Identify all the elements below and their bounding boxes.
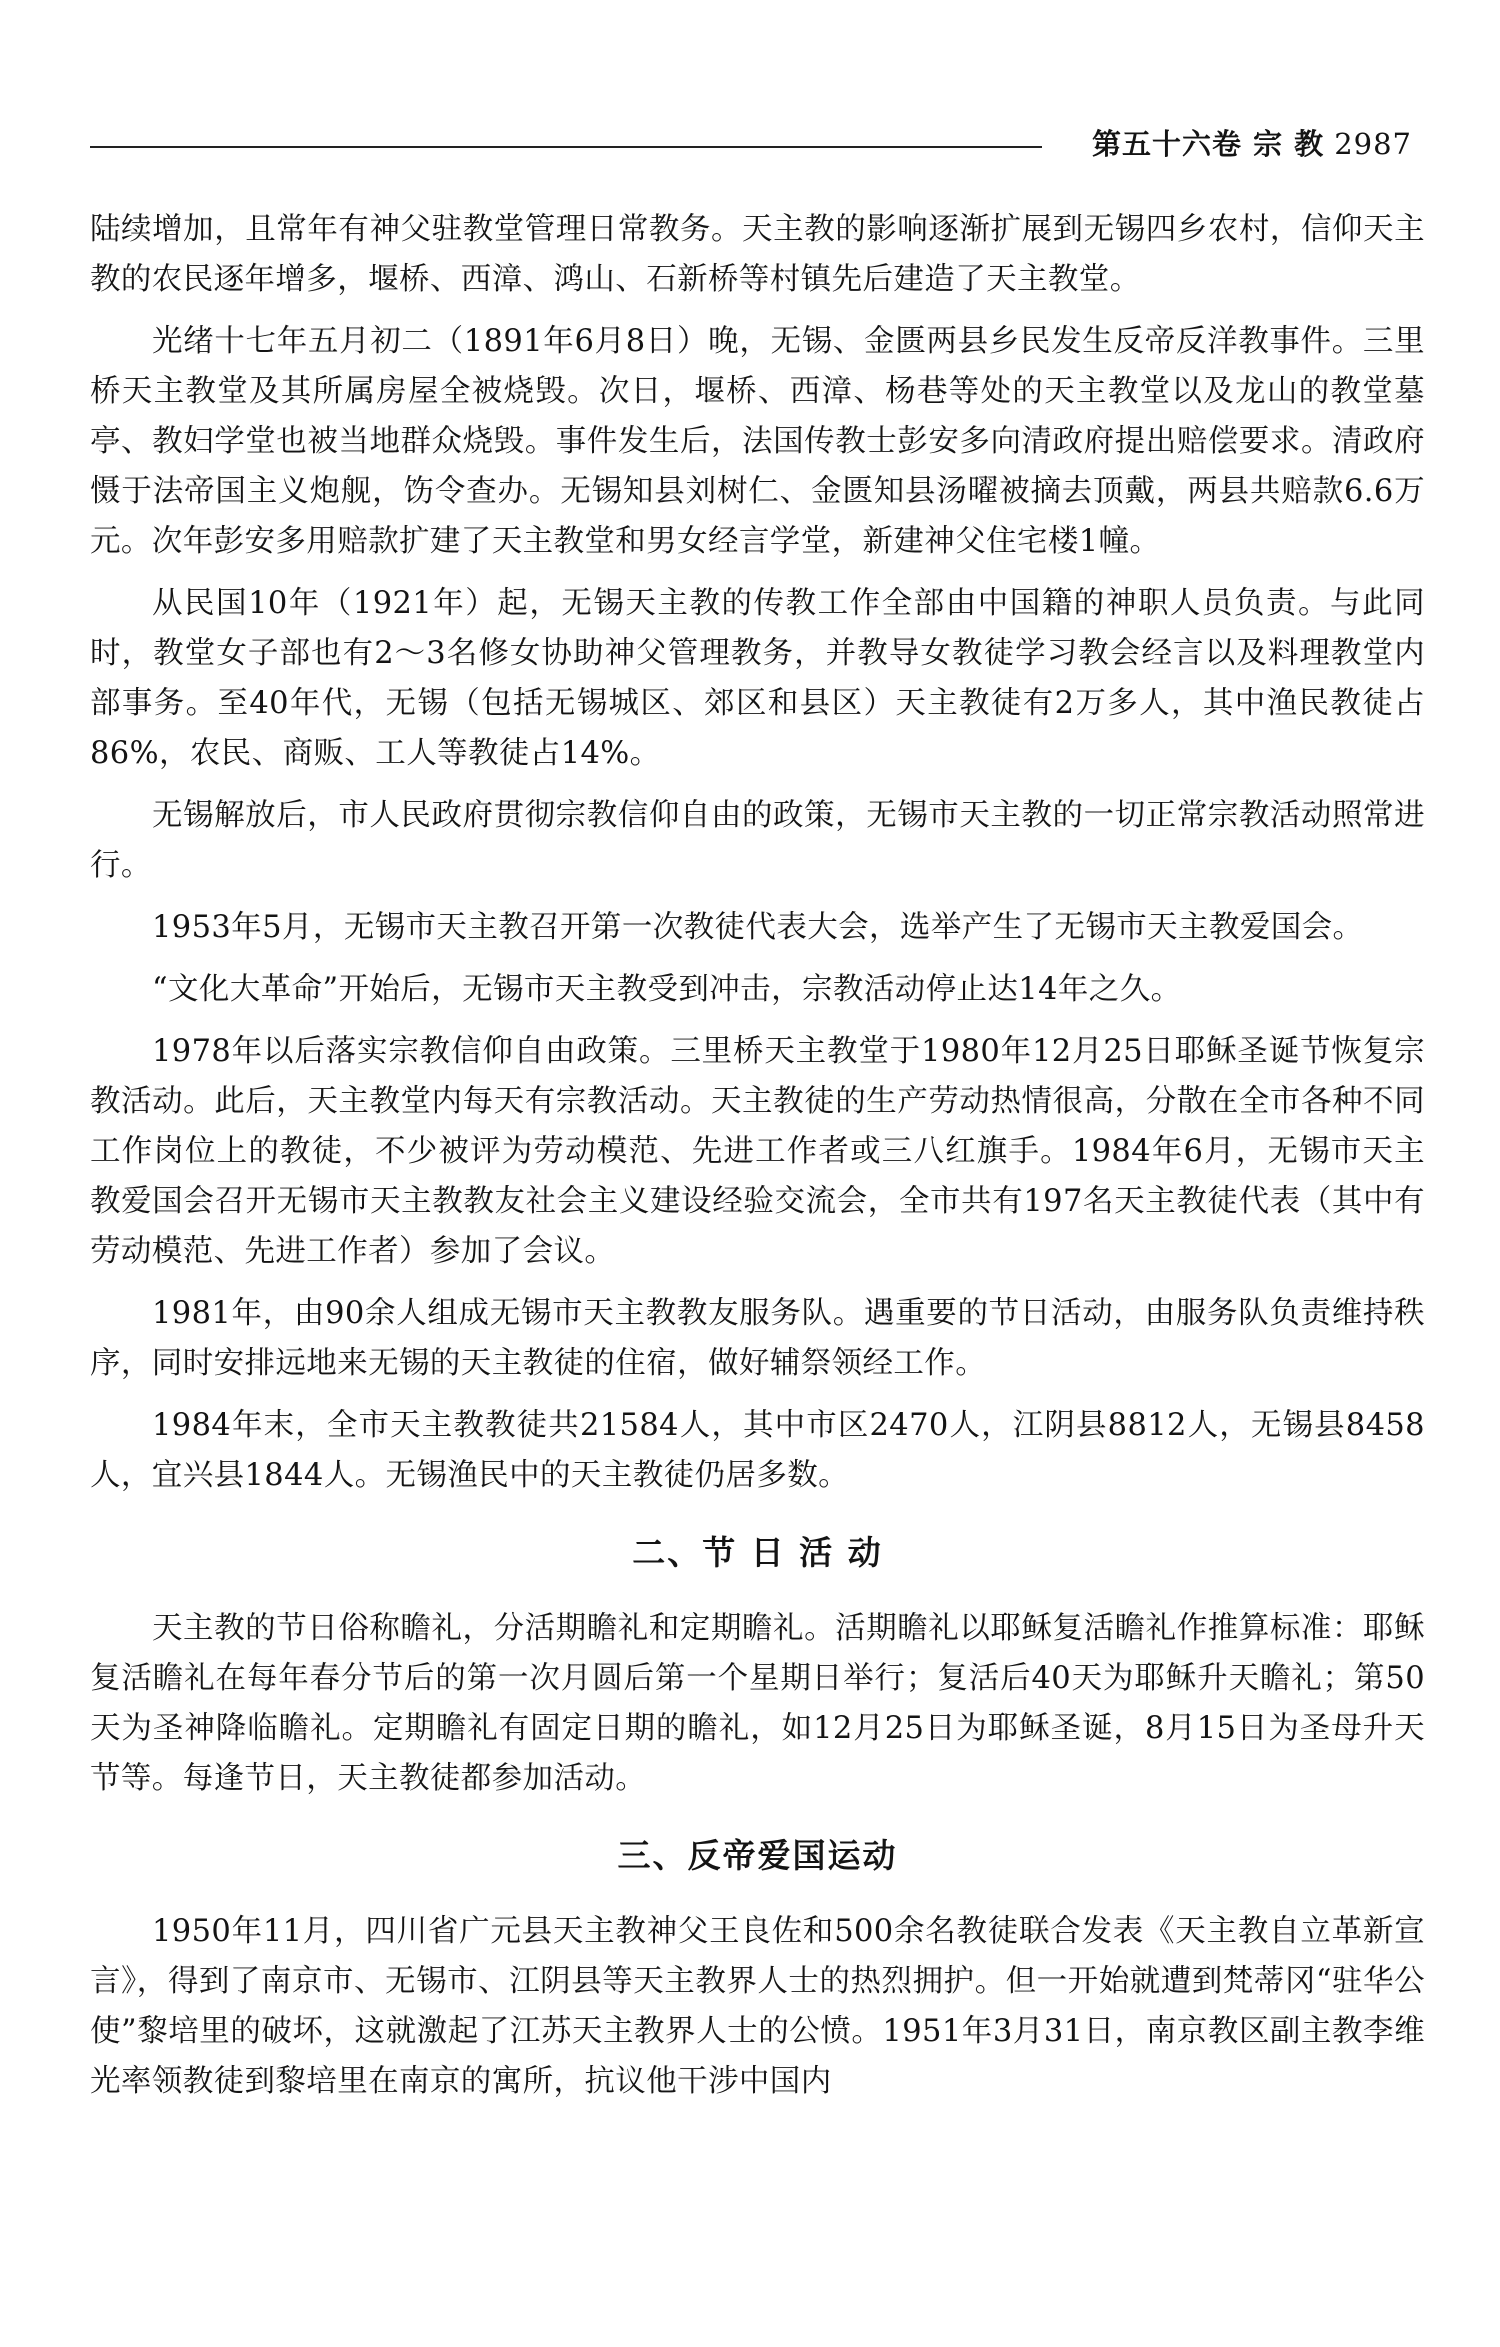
paragraph: 1950年11月，四川省广元县天主教神父王良佐和500余名教徒联合发表《天主教自立革新宣言》，得到了南京市、无锡市、江阴县等天主教界人士的热烈拥护。但一开始就遭到梵蒂冈“驻华公使”黎培里的破坏，这就激起了江苏天主教界人士的公愤。1951年3月31日，南京教区副主教李维光率领教徒到黎培里在南京的寓所，抗议他干涉中国内 xyxy=(90,1914,1425,2099)
paragraph: 1953年5月，无锡市天主教召开第一次教徒代表大会，选举产生了无锡市天主教爱国会。 xyxy=(152,910,1364,945)
page-number: 2987 xyxy=(1334,127,1412,161)
header-rule xyxy=(90,146,1042,148)
section-heading: 二、节 日 活 动 xyxy=(632,1533,883,1572)
running-header xyxy=(90,122,1412,166)
volume-title: 第五十六卷 宗 教 xyxy=(1091,127,1325,161)
page-body xyxy=(90,205,1425,2119)
paragraph: 1978年以后落实宗教信仰自由政策。三里桥天主教堂于1980年12月25日耶稣圣诞节恢复宗教活动。此后，天主教堂内每天有宗教活动。天主教徒的生产劳动热情很高，分散在全市各种不同工作岗位上的教徒，不少被评为劳动模范、先进工作者或三八红旗手。1984年6月，无锡市天主教爱国会召开无锡市天主教教友社会主义建设经验交流会，全市共有197名天主教徒代表（其中有劳动模范、先进工作者）参加了会议。 xyxy=(90,1034,1425,1269)
paragraph: 陆续增加，且常年有神父驻教堂管理日常教务。天主教的影响逐渐扩展到无锡四乡农村，信仰天主教的农民逐年增多，堰桥、西漳、鸿山、石新桥等村镇先后建造了天主教堂。 xyxy=(90,212,1425,297)
paragraph: 1981年，由90余人组成无锡市天主教教友服务队。遇重要的节日活动，由服务队负责维持秩序，同时安排远地来无锡的天主教徒的住宿，做好辅祭领经工作。 xyxy=(90,1296,1425,1381)
paragraph: 1984年末，全市天主教教徒共21584人，其中市区2470人，江阴县8812人，无锡县8458人，宜兴县1844人。无锡渔民中的天主教徒仍居多数。 xyxy=(90,1408,1425,1493)
header-text xyxy=(1092,122,1412,163)
paragraph: 无锡解放后，市人民政府贯彻宗教信仰自由的政策，无锡市天主教的一切正常宗教活动照常进行。 xyxy=(90,798,1425,883)
paragraph: 从民国10年（1921年）起，无锡天主教的传教工作全部由中国籍的神职人员负责。与此同时，教堂女子部也有2～3名修女协助神父管理教务，并教导女教徒学习教会经言以及料理教堂内部事务。至40年代，无锡（包括无锡城区、郊区和县区）天主教徒有2万多人，其中渔民教徒占86%，农民、商贩、工人等教徒占14%。 xyxy=(90,586,1425,771)
paragraph: “文化大革命”开始后，无锡市天主教受到冲击，宗教活动停止达14年之久。 xyxy=(152,972,1182,1007)
section-heading: 三、反帝爱国运动 xyxy=(617,1836,898,1875)
paragraph: 光绪十七年五月初二（1891年6月8日）晚，无锡、金匮两县乡民发生反帝反洋教事件。三里桥天主教堂及其所属房屋全被烧毁。次日，堰桥、西漳、杨巷等处的天主教堂以及龙山的教堂墓亭、教妇学堂也被当地群众烧毁。事件发生后，法国传教士彭安多向清政府提出赔偿要求。清政府慑于法帝国主义炮舰，饬令查办。无锡知县刘树仁、金匮知县汤曜被摘去顶戴，两县共赔款6.6万元。次年彭安多用赔款扩建了天主教堂和男女经言学堂，新建神父住宅楼1幢。 xyxy=(90,324,1425,559)
paragraph: 天主教的节日俗称瞻礼，分活期瞻礼和定期瞻礼。活期瞻礼以耶稣复活瞻礼作推算标准：耶稣复活瞻礼在每年春分节后的第一次月圆后第一个星期日举行；复活后40天为耶稣升天瞻礼；第50天为圣神降临瞻礼。定期瞻礼有固定日期的瞻礼，如12月25日为耶稣圣诞，8月15日为圣母升天节等。每逢节日，天主教徒都参加活动。 xyxy=(90,1611,1425,1796)
